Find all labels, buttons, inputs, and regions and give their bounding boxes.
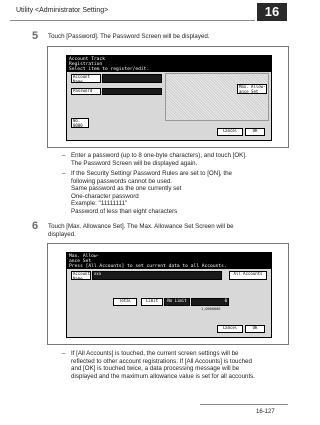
bullet-line: Same password as the one currently set [71,185,182,193]
screen-title-line3: Select item to register/edit. [69,67,150,72]
screen-title-bar [67,56,271,72]
step-6-text [48,223,288,239]
page-number: 16-127 [256,409,275,415]
cancel-button[interactable]: Cancel [217,325,243,333]
account-name-value: xxx [92,271,222,280]
password-field [102,88,162,95]
limit-button[interactable]: Limit [141,298,163,306]
password-button[interactable]: Password [71,88,101,95]
screen-title-line2: Registration [69,62,103,67]
all-accounts-button[interactable]: All Accounts [229,271,267,280]
bullet-line: If [All Accounts] is touched, the current screen settings will be [71,350,239,357]
no-limit-button[interactable]: No Limit [164,298,190,306]
pattern-area [165,73,269,121]
bullet-line: If the Security Setting/ Password Rules are set to [ON], the [71,170,232,177]
step-5-number: 5 [32,30,39,42]
counter-subvalue: 1,0000000 [201,307,221,311]
bullet-enter-password: – Enter a password (up to 8 one-byte characters), and touch [OK]. The Password Screen will be displayed again. [62,152,247,167]
screen-title-line1: Max. Allow- [69,254,100,259]
account-name-field [102,74,162,83]
step-6-number: 6 [32,220,39,232]
bullet-line: following passwords cannot be used. [71,177,173,185]
screen-title-line1: Account Track [69,57,105,62]
step-6-line1: Touch [Max. Allowance Set]. The Max. Allowance Set Screen will be [48,223,234,230]
bullet-all-accounts: – If [All Accounts] is touched, the current screen settings will be reflected to other account registrations. If [All Accounts] is touched and [OK] is touched twice, a data processing message will be displayed and the maximum allowance value is set for all accounts. [62,350,255,380]
panel-screen-max-allowance [66,252,272,338]
bullet-line: The Password Screen will be displayed again. [71,159,198,167]
bullet-line: Example: "11111111" [71,200,128,208]
counter-display: 0 [191,298,229,306]
step-5-text: Touch [Password]. The Password Screen will be displayed. [48,33,210,40]
account-name-label: Account Name [73,271,90,281]
screenshot-password [47,46,289,148]
page-header-title: Utility <Administrator Setting> [16,7,109,14]
max-allowance-button[interactable]: Max. Allow- ance Set [239,84,266,94]
account-number-button[interactable]: No. 0000 [71,118,89,128]
bullet-line: reflected to other account registrations. If [All Accounts] is touched [71,357,252,365]
screen-title-line3: Press [All Accounts] to set current data to all Accounts. [69,264,227,269]
bullet-line: and [OK] is touched twice, a data processing message will be [71,365,240,373]
screen-title-line2: ance Set [69,259,92,264]
bullet-line: Enter a password (up to 8 one-byte characters), and touch [OK]. [71,152,247,159]
bullet-security-setting: – If the Security Setting/ Password Rules are set to [ON], the following passwords cannot be used. Same password as the one currently set One-character password Example: "11111111" Password of less than eight characters [62,170,232,215]
bullet-line: displayed and the maximum allowance value is set for all accounts. [71,372,255,380]
panel-screen-registration [66,55,272,141]
account-name-button[interactable]: Account Name [71,74,101,83]
bullet-line: One-character password [71,192,139,200]
chapter-badge: 16 [257,3,287,21]
header-rule [10,20,255,21]
step-6-line2: displayed. [48,231,76,238]
total-label: Total [113,298,137,306]
screen-title-bar [67,253,271,269]
bullet-line: Password of less than eight characters [71,207,178,215]
screenshot-max-allowance [47,243,289,345]
cancel-button[interactable]: Cancel [217,128,243,136]
ok-button[interactable]: OK [245,325,265,333]
ok-button[interactable]: OK [245,128,265,136]
footer-rule [200,404,288,405]
